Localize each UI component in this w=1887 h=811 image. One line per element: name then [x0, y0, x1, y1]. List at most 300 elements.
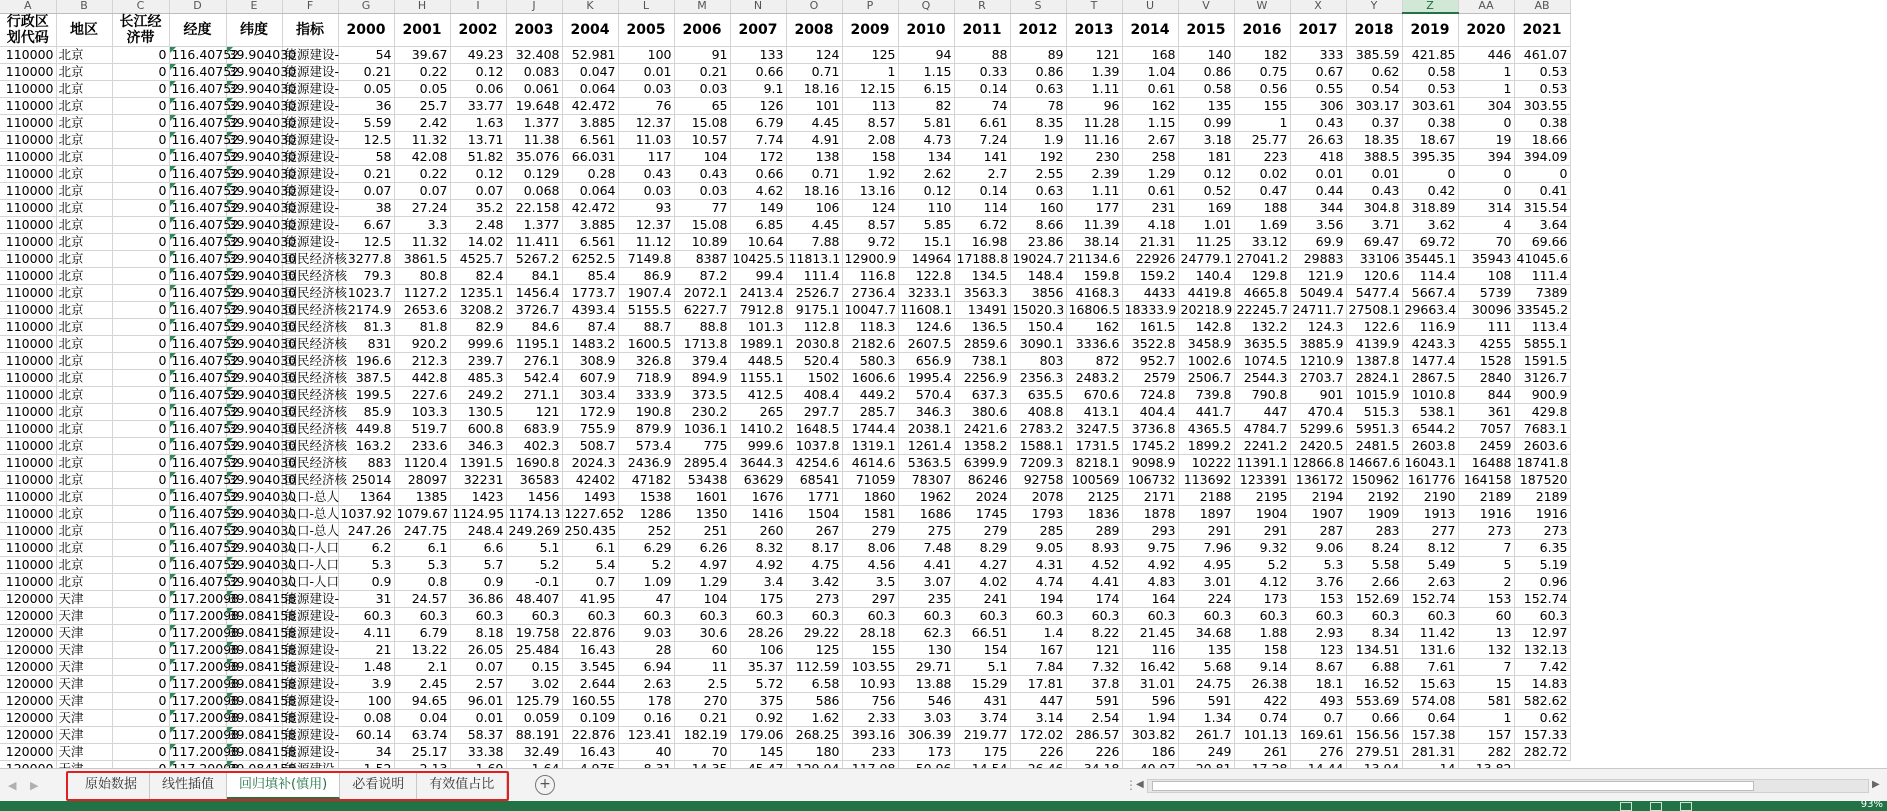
- cell[interactable]: 1037.92: [338, 506, 394, 523]
- cell[interactable]: 国民经济核: [282, 336, 338, 353]
- cell[interactable]: 0.56: [1234, 81, 1290, 98]
- cell[interactable]: 108: [1458, 268, 1514, 285]
- header-cell[interactable]: 2019: [1402, 13, 1458, 47]
- cell[interactable]: 277: [1402, 523, 1458, 540]
- header-cell[interactable]: 2012: [1010, 13, 1066, 47]
- cell[interactable]: 6.35: [1514, 540, 1570, 557]
- cell[interactable]: 4.18: [1122, 217, 1178, 234]
- cell[interactable]: 12900.9: [842, 251, 898, 268]
- cell[interactable]: 1916: [1458, 506, 1514, 523]
- cell[interactable]: 161.5: [1122, 319, 1178, 336]
- cell[interactable]: 0: [112, 557, 169, 574]
- cell[interactable]: 0.86: [1010, 64, 1066, 81]
- cell[interactable]: 1.377: [506, 217, 562, 234]
- cell[interactable]: 8.34: [1346, 625, 1402, 642]
- cell[interactable]: 国民经济核: [282, 421, 338, 438]
- cell[interactable]: 1.48: [338, 659, 394, 676]
- cell[interactable]: 3.62: [1402, 217, 1458, 234]
- cell[interactable]: 3.42: [786, 574, 842, 591]
- cell[interactable]: 26.63: [1290, 132, 1346, 149]
- cell[interactable]: 北京: [56, 319, 112, 336]
- cell[interactable]: 1227.652: [562, 506, 618, 523]
- cell[interactable]: 276.1: [506, 353, 562, 370]
- cell[interactable]: 39.904030: [226, 506, 282, 523]
- cell[interactable]: 2840: [1458, 370, 1514, 387]
- cell[interactable]: 13.22: [394, 642, 450, 659]
- cell[interactable]: 1: [1458, 64, 1514, 81]
- cell[interactable]: 152.74: [1402, 591, 1458, 608]
- cell[interactable]: 0.47: [1234, 183, 1290, 200]
- cell[interactable]: 172.9: [562, 404, 618, 421]
- cell[interactable]: 226: [1066, 744, 1122, 761]
- cell[interactable]: 4139.9: [1346, 336, 1402, 353]
- cell[interactable]: 0.8: [394, 574, 450, 591]
- cell[interactable]: 5.68: [1178, 659, 1234, 676]
- cell[interactable]: 1588.1: [1010, 438, 1066, 455]
- cell[interactable]: 北京: [56, 81, 112, 98]
- cell[interactable]: 3635.5: [1234, 336, 1290, 353]
- cell[interactable]: 8.06: [842, 540, 898, 557]
- cell[interactable]: 233: [842, 744, 898, 761]
- cell[interactable]: 5.85: [898, 217, 954, 234]
- cell[interactable]: 279: [842, 523, 898, 540]
- cell[interactable]: 149: [730, 200, 786, 217]
- header-cell[interactable]: 2007: [730, 13, 786, 47]
- cell[interactable]: 1904: [1234, 506, 1290, 523]
- cell[interactable]: 3856: [1010, 285, 1066, 302]
- cell[interactable]: 国民经济核: [282, 472, 338, 489]
- cell[interactable]: 21: [338, 642, 394, 659]
- cell[interactable]: 0: [112, 183, 169, 200]
- cell[interactable]: 519.7: [394, 421, 450, 438]
- cell[interactable]: 2194: [1290, 489, 1346, 506]
- cell[interactable]: 0.061: [506, 81, 562, 98]
- cell[interactable]: 5.7: [450, 557, 506, 574]
- cell[interactable]: 297: [842, 591, 898, 608]
- cell[interactable]: 724.8: [1122, 387, 1178, 404]
- cell[interactable]: 27041.2: [1234, 251, 1290, 268]
- cell[interactable]: 0.21: [338, 166, 394, 183]
- cell[interactable]: 5363.5: [898, 455, 954, 472]
- cell[interactable]: 1606.6: [842, 370, 898, 387]
- cell[interactable]: 116.40752: [169, 98, 226, 115]
- cell[interactable]: 6252.5: [562, 251, 618, 268]
- cell[interactable]: 5.19: [1514, 557, 1570, 574]
- cell[interactable]: 0: [112, 472, 169, 489]
- cell[interactable]: 0: [112, 64, 169, 81]
- cell[interactable]: 0.92: [730, 710, 786, 727]
- column-letter-y[interactable]: Y: [1346, 0, 1402, 13]
- cell[interactable]: 1210.9: [1290, 353, 1346, 370]
- cell[interactable]: 8.67: [1290, 659, 1346, 676]
- cell[interactable]: 152.74: [1514, 591, 1570, 608]
- cell[interactable]: 2483.2: [1066, 370, 1122, 387]
- cell[interactable]: 683.9: [506, 421, 562, 438]
- cell[interactable]: 88: [954, 47, 1010, 64]
- cell[interactable]: 120000: [0, 608, 56, 625]
- cell[interactable]: 38.14: [1066, 234, 1122, 251]
- cell[interactable]: 0: [112, 81, 169, 98]
- cell[interactable]: 0: [112, 115, 169, 132]
- cell[interactable]: 41.95: [562, 591, 618, 608]
- cell[interactable]: 66.51: [954, 625, 1010, 642]
- cell[interactable]: 251: [674, 523, 730, 540]
- cell[interactable]: 2.42: [394, 115, 450, 132]
- cell[interactable]: 286.57: [1066, 727, 1122, 744]
- cell[interactable]: -0.1: [506, 574, 562, 591]
- cell[interactable]: 123391: [1234, 472, 1290, 489]
- cell[interactable]: 79.3: [338, 268, 394, 285]
- cell[interactable]: 418: [1290, 149, 1346, 166]
- cell[interactable]: 8.17: [786, 540, 842, 557]
- cell[interactable]: 8.18: [450, 625, 506, 642]
- cell[interactable]: 3563.3: [954, 285, 1010, 302]
- cell[interactable]: 153: [1458, 591, 1514, 608]
- cell[interactable]: 1195.1: [506, 336, 562, 353]
- cell[interactable]: 116.40752: [169, 47, 226, 64]
- cell[interactable]: 能源建设-: [282, 744, 338, 761]
- cell[interactable]: 110: [898, 200, 954, 217]
- cell[interactable]: 1793: [1010, 506, 1066, 523]
- cell[interactable]: 2824.1: [1346, 370, 1402, 387]
- cell[interactable]: 11.16: [1066, 132, 1122, 149]
- cell[interactable]: 117.20098: [169, 676, 226, 693]
- cell[interactable]: 117.20098: [169, 727, 226, 744]
- cell[interactable]: 86.9: [618, 268, 674, 285]
- cell[interactable]: 156.56: [1346, 727, 1402, 744]
- cell[interactable]: 30096: [1458, 302, 1514, 319]
- cell[interactable]: 1502: [786, 370, 842, 387]
- cell[interactable]: 162: [1066, 319, 1122, 336]
- cell[interactable]: 5739: [1458, 285, 1514, 302]
- cell[interactable]: 6.79: [730, 115, 786, 132]
- cell[interactable]: 116.40752: [169, 200, 226, 217]
- cell[interactable]: 39.904030: [226, 234, 282, 251]
- cell[interactable]: 0.01: [1346, 166, 1402, 183]
- cell[interactable]: 196.6: [338, 353, 394, 370]
- cell[interactable]: 5.49: [1402, 557, 1458, 574]
- cell[interactable]: 3.885: [562, 217, 618, 234]
- cell[interactable]: 47182: [618, 472, 674, 489]
- cell[interactable]: 6.2: [338, 540, 394, 557]
- cell[interactable]: 9098.9: [1122, 455, 1178, 472]
- cell[interactable]: 25.7: [394, 98, 450, 115]
- cell[interactable]: 42.472: [562, 200, 618, 217]
- cell[interactable]: 258: [1122, 149, 1178, 166]
- cell[interactable]: 3726.7: [506, 302, 562, 319]
- cell[interactable]: 110000: [0, 336, 56, 353]
- cell[interactable]: 0.16: [618, 710, 674, 727]
- cell[interactable]: 84.1: [506, 268, 562, 285]
- cell[interactable]: 58.37: [450, 727, 506, 744]
- cell[interactable]: 136.5: [954, 319, 1010, 336]
- cell[interactable]: 1015.9: [1346, 387, 1402, 404]
- cell[interactable]: 136172: [1290, 472, 1346, 489]
- cell[interactable]: 8.29: [954, 540, 1010, 557]
- cell[interactable]: 39.904030: [226, 336, 282, 353]
- cell[interactable]: 36: [338, 98, 394, 115]
- cell[interactable]: 803: [1010, 353, 1066, 370]
- cell[interactable]: 39.904030: [226, 387, 282, 404]
- cell[interactable]: 448.5: [730, 353, 786, 370]
- zoom-level[interactable]: 93%: [1860, 799, 1883, 810]
- cell[interactable]: 2895.4: [674, 455, 730, 472]
- cell[interactable]: 4.73: [898, 132, 954, 149]
- cell[interactable]: 110000: [0, 166, 56, 183]
- cell[interactable]: 0.08: [338, 710, 394, 727]
- cell[interactable]: 0.86: [1178, 64, 1234, 81]
- cell[interactable]: 142.8: [1178, 319, 1234, 336]
- header-cell[interactable]: 指标: [282, 13, 338, 47]
- cell[interactable]: 8.24: [1346, 540, 1402, 557]
- cell[interactable]: 0.12: [1178, 166, 1234, 183]
- cell[interactable]: 110000: [0, 506, 56, 523]
- cell[interactable]: 60.3: [954, 608, 1010, 625]
- cell[interactable]: 0.22: [394, 166, 450, 183]
- cell[interactable]: 0: [112, 506, 169, 523]
- cell[interactable]: 人口-人口: [282, 557, 338, 574]
- cell[interactable]: 5.3: [1290, 557, 1346, 574]
- cell[interactable]: 0.12: [898, 183, 954, 200]
- cell[interactable]: 4255: [1458, 336, 1514, 353]
- cell[interactable]: 179.06: [730, 727, 786, 744]
- cell[interactable]: 7: [1458, 540, 1514, 557]
- cell[interactable]: 110000: [0, 47, 56, 64]
- cell[interactable]: 人口-总人: [282, 489, 338, 506]
- header-cell[interactable]: 2002: [450, 13, 506, 47]
- cell[interactable]: 1: [842, 64, 898, 81]
- cell[interactable]: 2024.3: [562, 455, 618, 472]
- cell[interactable]: 140: [1178, 47, 1234, 64]
- cell[interactable]: 157: [1458, 727, 1514, 744]
- cell[interactable]: 39.904030: [226, 421, 282, 438]
- cell[interactable]: 591: [1066, 693, 1122, 710]
- cell[interactable]: 88.191: [506, 727, 562, 744]
- cell[interactable]: 能源建设-: [282, 200, 338, 217]
- cell[interactable]: 1907: [1290, 506, 1346, 523]
- cell[interactable]: 442.8: [394, 370, 450, 387]
- cell[interactable]: 天津: [56, 744, 112, 761]
- cell[interactable]: 249: [1178, 744, 1234, 761]
- cell[interactable]: 159.2: [1122, 268, 1178, 285]
- cell[interactable]: 2.48: [450, 217, 506, 234]
- cell[interactable]: 60.3: [1346, 608, 1402, 625]
- cell[interactable]: 0.03: [618, 81, 674, 98]
- cell[interactable]: 0.38: [1402, 115, 1458, 132]
- cell[interactable]: 6.6: [450, 540, 506, 557]
- cell[interactable]: 1745.2: [1122, 438, 1178, 455]
- scroll-thumb[interactable]: [1152, 781, 1754, 791]
- column-letter-v[interactable]: V: [1178, 0, 1234, 13]
- cell[interactable]: 60.3: [1010, 608, 1066, 625]
- cell[interactable]: 12866.8: [1290, 455, 1346, 472]
- cell[interactable]: 1.34: [1178, 710, 1234, 727]
- cell[interactable]: 6.85: [730, 217, 786, 234]
- cell[interactable]: 2174.9: [338, 302, 394, 319]
- cell[interactable]: 155: [842, 642, 898, 659]
- cell[interactable]: 314: [1458, 200, 1514, 217]
- cell[interactable]: 39.084158: [226, 693, 282, 710]
- cell[interactable]: 289: [1066, 523, 1122, 540]
- cell[interactable]: 180: [786, 744, 842, 761]
- cell[interactable]: 140.4: [1178, 268, 1234, 285]
- header-cell[interactable]: 2006: [674, 13, 730, 47]
- cell[interactable]: 116.40752: [169, 336, 226, 353]
- cell[interactable]: 2603.6: [1514, 438, 1570, 455]
- cell[interactable]: 248.4: [450, 523, 506, 540]
- cell[interactable]: 122.6: [1346, 319, 1402, 336]
- cell[interactable]: 39.904030: [226, 557, 282, 574]
- cell[interactable]: 18.35: [1346, 132, 1402, 149]
- cell[interactable]: 北京: [56, 421, 112, 438]
- cell[interactable]: 11.411: [506, 234, 562, 251]
- cell[interactable]: 86246: [954, 472, 1010, 489]
- cell[interactable]: 54: [338, 47, 394, 64]
- cell[interactable]: 60.3: [898, 608, 954, 625]
- cell[interactable]: 117: [618, 149, 674, 166]
- cell[interactable]: 58: [338, 149, 394, 166]
- cell[interactable]: 天津: [56, 727, 112, 744]
- cell[interactable]: 199.5: [338, 387, 394, 404]
- cell[interactable]: 4.95: [1178, 557, 1234, 574]
- column-letter-z[interactable]: Z: [1402, 0, 1458, 13]
- column-letter-d[interactable]: D: [169, 0, 226, 13]
- cell[interactable]: 2544.3: [1234, 370, 1290, 387]
- cell[interactable]: 11608.1: [898, 302, 954, 319]
- cell[interactable]: 223: [1234, 149, 1290, 166]
- cell[interactable]: 110000: [0, 370, 56, 387]
- cell[interactable]: 879.9: [618, 421, 674, 438]
- cell[interactable]: 15020.3: [1010, 302, 1066, 319]
- cell[interactable]: 174: [1066, 591, 1122, 608]
- cell[interactable]: 116.40752: [169, 183, 226, 200]
- cell[interactable]: 16.43: [562, 642, 618, 659]
- cell[interactable]: 88.7: [618, 319, 674, 336]
- cell[interactable]: 130: [898, 642, 954, 659]
- cell[interactable]: 155: [1234, 98, 1290, 115]
- cell[interactable]: 2.644: [562, 676, 618, 693]
- cell[interactable]: 116.40752: [169, 353, 226, 370]
- cell[interactable]: 581: [1458, 693, 1514, 710]
- cell[interactable]: 60.3: [1402, 608, 1458, 625]
- cell[interactable]: 5.2: [506, 557, 562, 574]
- cell[interactable]: 31.01: [1122, 676, 1178, 693]
- cell[interactable]: 164158: [1458, 472, 1514, 489]
- cell[interactable]: 413.1: [1066, 404, 1122, 421]
- cell[interactable]: 8387: [674, 251, 730, 268]
- cell[interactable]: 3126.7: [1514, 370, 1570, 387]
- cell[interactable]: 106: [786, 200, 842, 217]
- cell[interactable]: 117.20098: [169, 608, 226, 625]
- cell[interactable]: 12.15: [842, 81, 898, 98]
- cell[interactable]: 60.3: [730, 608, 786, 625]
- cell[interactable]: 21.31: [1122, 234, 1178, 251]
- cell[interactable]: 36.86: [450, 591, 506, 608]
- cell[interactable]: 24779.1: [1178, 251, 1234, 268]
- cell[interactable]: 4784.7: [1234, 421, 1290, 438]
- cell[interactable]: 346.3: [450, 438, 506, 455]
- cell[interactable]: 1387.8: [1346, 353, 1402, 370]
- cell[interactable]: 0: [1458, 183, 1514, 200]
- cell[interactable]: 26.05: [450, 642, 506, 659]
- cell[interactable]: 2125: [1066, 489, 1122, 506]
- cell[interactable]: 110000: [0, 421, 56, 438]
- cell[interactable]: 112.8: [786, 319, 842, 336]
- cell[interactable]: 113: [842, 98, 898, 115]
- cell[interactable]: 227.6: [394, 387, 450, 404]
- cell[interactable]: 7149.8: [618, 251, 674, 268]
- cell[interactable]: 7.74: [730, 132, 786, 149]
- cell[interactable]: 508.7: [562, 438, 618, 455]
- header-cell[interactable]: 2017: [1290, 13, 1346, 47]
- cell[interactable]: 2.1: [394, 659, 450, 676]
- cell[interactable]: 4.41: [898, 557, 954, 574]
- cell[interactable]: 北京: [56, 47, 112, 64]
- cell[interactable]: 303.4: [562, 387, 618, 404]
- cell[interactable]: 116.40752: [169, 455, 226, 472]
- cell[interactable]: 230.2: [674, 404, 730, 421]
- cell[interactable]: 1995.4: [898, 370, 954, 387]
- cell[interactable]: 172: [730, 149, 786, 166]
- cell[interactable]: 5.2: [1234, 557, 1290, 574]
- cell[interactable]: 0.44: [1290, 183, 1346, 200]
- cell[interactable]: 591: [1178, 693, 1234, 710]
- cell[interactable]: 0: [112, 489, 169, 506]
- cell[interactable]: 4.91: [786, 132, 842, 149]
- cell[interactable]: 0: [112, 285, 169, 302]
- cell[interactable]: 287: [1290, 523, 1346, 540]
- cell[interactable]: 0: [112, 540, 169, 557]
- cell[interactable]: 84.6: [506, 319, 562, 336]
- cell[interactable]: 2.93: [1290, 625, 1346, 642]
- cell[interactable]: 158: [1234, 642, 1290, 659]
- cell[interactable]: 91: [674, 47, 730, 64]
- cell[interactable]: 580.3: [842, 353, 898, 370]
- cell[interactable]: 0.63: [1010, 81, 1066, 98]
- cell[interactable]: 88.8: [674, 319, 730, 336]
- cell[interactable]: 23.86: [1010, 234, 1066, 251]
- cell[interactable]: 11813.1: [786, 251, 842, 268]
- cell[interactable]: 402.3: [506, 438, 562, 455]
- cell[interactable]: 18.66: [1514, 132, 1570, 149]
- cell[interactable]: 0.04: [394, 710, 450, 727]
- cell[interactable]: 116.40752: [169, 234, 226, 251]
- cell[interactable]: 4614.6: [842, 455, 898, 472]
- cell[interactable]: 1.09: [618, 574, 674, 591]
- cell[interactable]: 2867.5: [1402, 370, 1458, 387]
- cell[interactable]: 306: [1290, 98, 1346, 115]
- cell[interactable]: 63.74: [394, 727, 450, 744]
- cell[interactable]: 28: [618, 642, 674, 659]
- cell[interactable]: 9.72: [842, 234, 898, 251]
- cell[interactable]: 天津: [56, 659, 112, 676]
- column-letter-k[interactable]: K: [562, 0, 618, 13]
- cell[interactable]: 0: [112, 217, 169, 234]
- cell[interactable]: 0.99: [1178, 115, 1234, 132]
- cell[interactable]: 29663.4: [1402, 302, 1458, 319]
- cell[interactable]: 0: [1402, 166, 1458, 183]
- cell[interactable]: 4168.3: [1066, 285, 1122, 302]
- cell[interactable]: 265: [730, 404, 786, 421]
- cell[interactable]: 116.40752: [169, 132, 226, 149]
- cell[interactable]: 279.51: [1346, 744, 1402, 761]
- cell[interactable]: 国民经济核: [282, 319, 338, 336]
- cell[interactable]: 2607.5: [898, 336, 954, 353]
- cell[interactable]: 47: [618, 591, 674, 608]
- cell[interactable]: 北京: [56, 217, 112, 234]
- cell[interactable]: 0.01: [618, 64, 674, 81]
- cell[interactable]: 4393.4: [562, 302, 618, 319]
